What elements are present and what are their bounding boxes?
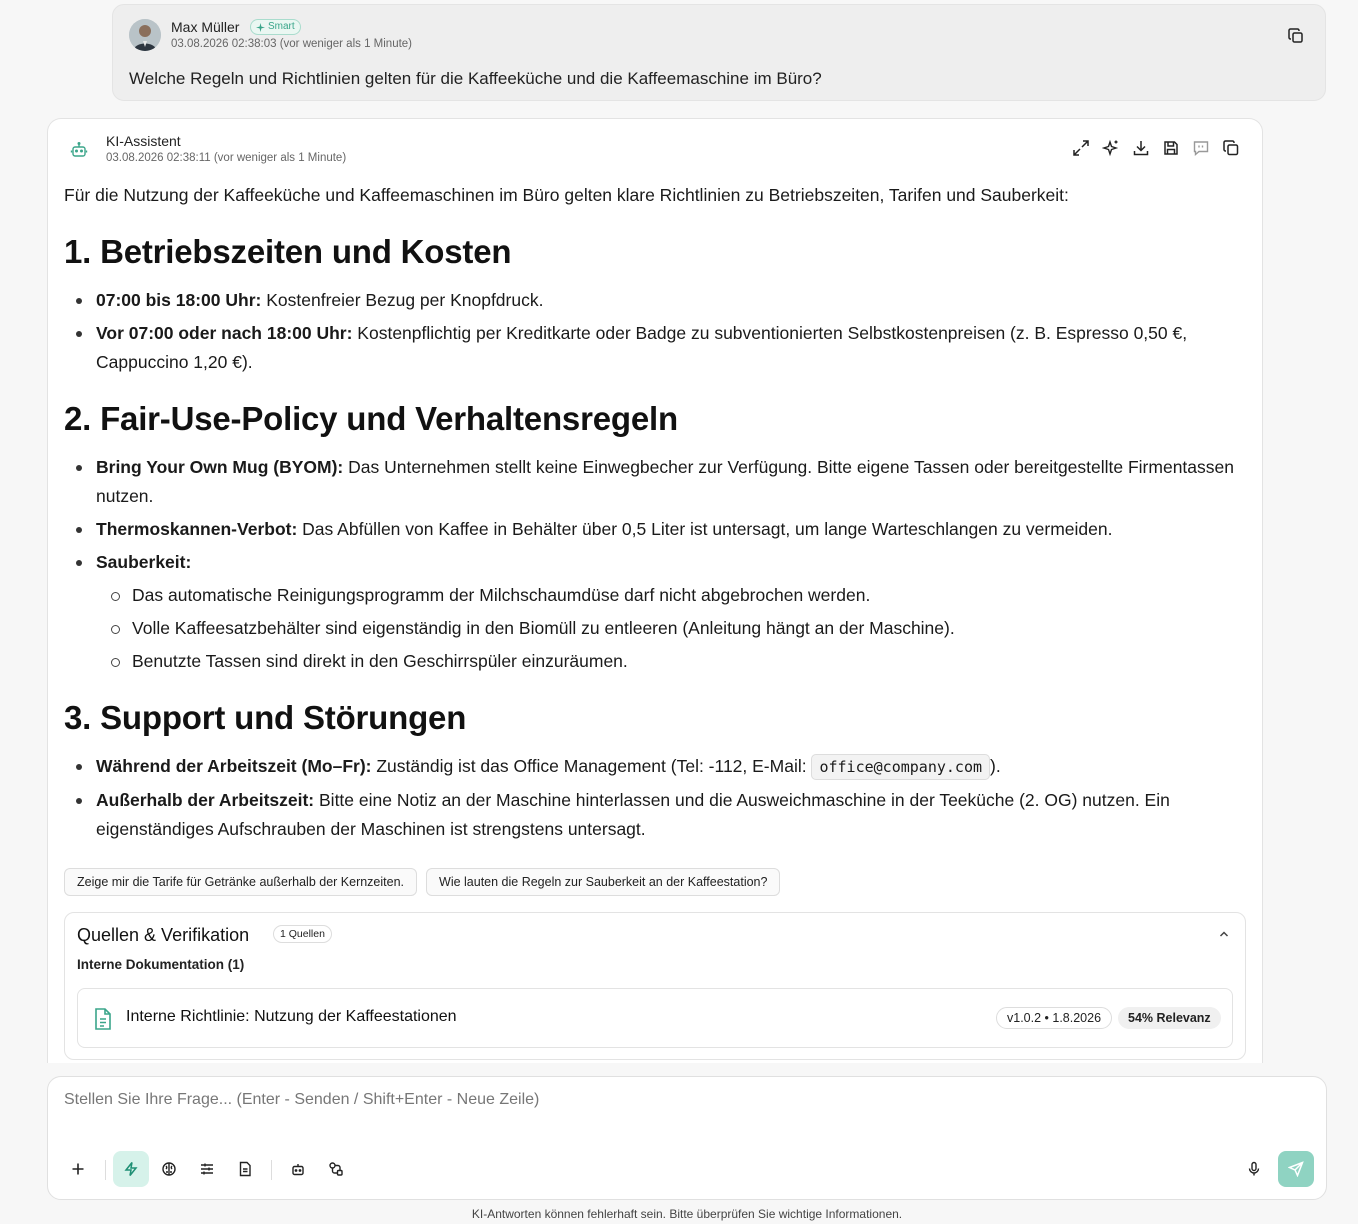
lightning-icon[interactable] <box>113 1151 149 1187</box>
sources-count-badge: 1 Quellen <box>273 925 332 943</box>
chevron-up-icon[interactable] <box>1217 927 1231 941</box>
divider <box>105 1160 106 1180</box>
relevance-badge: 54% Relevanz <box>1118 1007 1221 1029</box>
smart-badge-label: Smart <box>268 21 295 32</box>
user-avatar <box>129 19 161 51</box>
list-item-text: Zuständig ist das Office Management (Tel: -112, E-Mail: <box>371 756 812 776</box>
section-heading: 3. Support und Störungen <box>64 699 467 736</box>
chat-composer <box>47 1076 1327 1200</box>
sub-list <box>96 581 1234 676</box>
bullet-list <box>64 453 1234 676</box>
list-item-text: ). <box>990 756 1001 776</box>
list-item <box>64 515 1234 544</box>
list-item-label: Bring Your Own Mug (BYOM): <box>96 457 344 477</box>
suggestion-chip[interactable]: Zeige mir die Tarife für Getränke außerhalb der Kernzeiten. <box>64 868 417 896</box>
list-item-label: Während der Arbeitszeit (Mo–Fr): <box>96 756 372 776</box>
robot-icon[interactable] <box>280 1151 316 1187</box>
list-item <box>64 548 1234 676</box>
expand-icon[interactable] <box>1072 139 1090 157</box>
microphone-icon[interactable] <box>1236 1151 1272 1187</box>
sub-list-item: Das automatische Reinigungsprogramm der Milchschaumdüse darf nicht abgebrochen werden. <box>96 581 1234 610</box>
list-item-text: Kostenpflichtig per Kreditkarte oder Badge zu subventionierten Selbstkostenpreisen (z. B. Espresso 0,50 €, Cappuccino 1,20 €). <box>96 323 1188 372</box>
document-icon <box>92 1007 114 1031</box>
source-document[interactable] <box>77 988 1233 1048</box>
list-item <box>64 319 1234 377</box>
bullet-list <box>64 286 1234 377</box>
bullet-list <box>64 752 1234 844</box>
brain-icon[interactable] <box>151 1151 187 1187</box>
workflow-icon[interactable] <box>318 1151 354 1187</box>
document-attach-icon[interactable] <box>227 1151 263 1187</box>
list-item-label: Außerhalb der Arbeitszeit: <box>96 790 315 810</box>
copy-icon[interactable] <box>1287 27 1305 45</box>
send-button[interactable] <box>1278 1151 1314 1187</box>
list-item-label: Vor 07:00 oder nach 18:00 Uhr: <box>96 323 353 343</box>
question-input[interactable] <box>64 1091 1304 1109</box>
list-item-text: Das Abfüllen von Kaffee in Behälter über 0,5 Liter ist untersagt, um lange Warteschlangen zu vermeiden. <box>297 519 1113 539</box>
message-toolbar <box>1072 139 1240 157</box>
list-item <box>64 453 1234 511</box>
list-item <box>64 752 1234 782</box>
save-icon[interactable] <box>1162 139 1180 157</box>
list-item-label: 07:00 bis 18:00 Uhr: <box>96 290 262 310</box>
sparkle-icon <box>256 23 265 32</box>
list-item <box>64 786 1234 844</box>
list-item-text: Das Unternehmen stellt keine Einwegbecher zur Verfügung. Bitte eigene Tassen oder bereitgestellte Firmentassen nutzen. <box>96 457 1234 506</box>
list-item <box>64 286 1234 315</box>
copy-response-icon[interactable] <box>1222 139 1240 157</box>
divider <box>271 1160 272 1180</box>
smart-badge <box>250 19 301 35</box>
document-title: Interne Richtlinie: Nutzung der Kaffeestationen <box>126 1008 457 1025</box>
sources-group-label: Interne Dokumentation (1) <box>77 957 245 972</box>
list-item-text: Kostenfreier Bezug per Knopfdruck. <box>261 290 544 310</box>
version-badge: v1.0.2 • 1.8.2026 <box>996 1007 1112 1029</box>
user-timestamp: 03.08.2026 02:38:03 (vor weniger als 1 Minute) <box>171 38 413 50</box>
download-icon[interactable] <box>1132 139 1150 157</box>
response-intro: Für die Nutzung der Kaffeeküche und Kaffeemaschinen im Büro gelten klare Richtlinien zu Betriebszeiten, Tarifen und Sauberkeit: <box>64 185 1069 205</box>
sparkles-icon[interactable] <box>1102 139 1120 157</box>
bot-icon <box>70 141 88 159</box>
sources-title[interactable]: Quellen & Verifikation <box>77 925 250 945</box>
assistant-name: KI-Assistent <box>106 133 181 149</box>
suggestion-chips <box>64 868 780 896</box>
list-item-label: Sauberkeit: <box>96 552 192 572</box>
list-item-label: Thermoskannen-Verbot: <box>96 519 298 539</box>
send-icon <box>1288 1161 1304 1177</box>
user-name: Max Müller <box>171 19 240 35</box>
sub-list-item: Volle Kaffeesatzbehälter sind eigenständig in den Biomüll zu entleeren (Anleitung hängt an der Maschine). <box>96 614 1234 643</box>
sources-panel <box>64 912 1246 1060</box>
user-question: Welche Regeln und Richtlinien gelten für die Kaffeeküche und die Kaffeemaschine im Büro? <box>129 69 822 88</box>
feedback-icon[interactable] <box>1192 139 1210 157</box>
sub-list-item: Benutzte Tassen sind direkt in den Geschirrspüler einzuräumen. <box>96 647 1234 676</box>
sliders-icon[interactable] <box>189 1151 225 1187</box>
email-code: office@company.com <box>811 754 990 780</box>
assistant-timestamp: 03.08.2026 02:38:11 (vor weniger als 1 Minute) <box>106 152 347 164</box>
plus-icon[interactable] <box>60 1151 96 1187</box>
section-heading: 2. Fair-Use-Policy und Verhaltensregeln <box>64 400 678 437</box>
suggestion-chip[interactable]: Wie lauten die Regeln zur Sauberkeit an der Kaffeestation? <box>426 868 780 896</box>
user-message <box>112 4 1326 101</box>
disclaimer-note: KI-Antworten können fehlerhaft sein. Bitte überprüfen Sie wichtige Informationen. <box>471 1207 903 1221</box>
section-heading: 1. Betriebszeiten und Kosten <box>64 233 512 270</box>
response-content <box>64 181 1234 848</box>
list-item-text: Bitte eine Notiz an der Maschine hinterlassen und die Ausweichmaschine in der Teeküche (2. OG) nutzen. Ein eigenständiges Aufschrauben der Maschinen ist strengstens untersagt. <box>96 790 1170 839</box>
assistant-message <box>47 118 1263 1063</box>
